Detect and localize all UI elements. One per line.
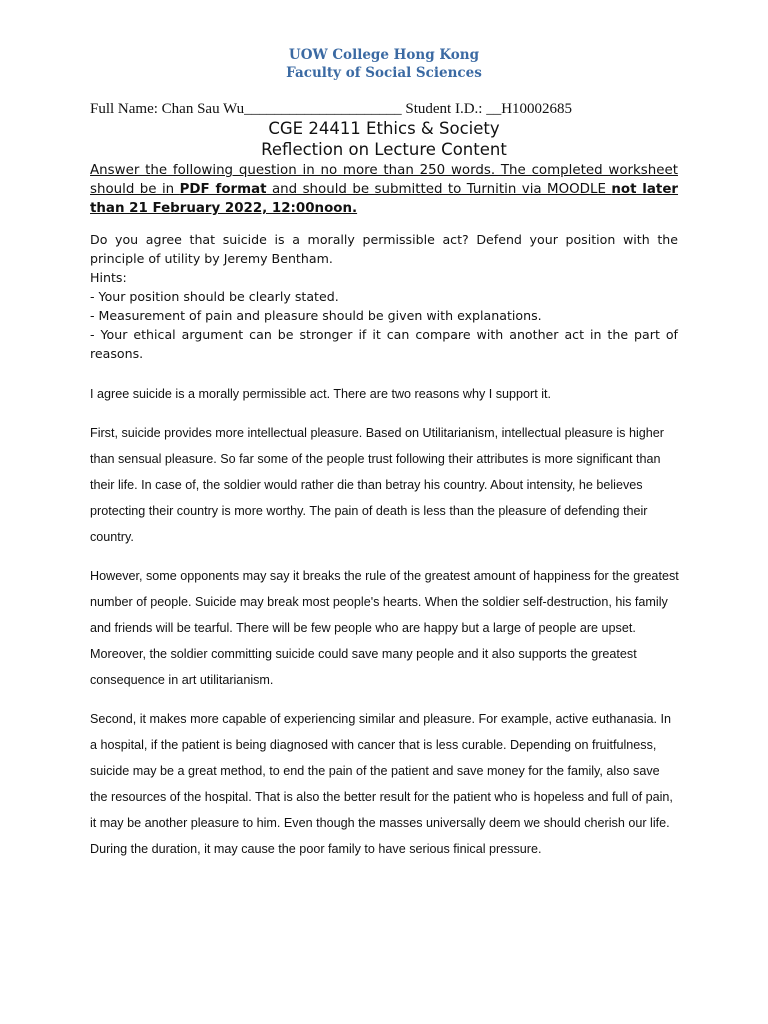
instructions-text-2: and should be submitted to Turnitin via MOODLE bbox=[266, 182, 612, 197]
student-info-line: Full Name: Chan Sau Wu_____________________ Student I.D.: __H10002685 bbox=[90, 101, 573, 117]
document-header bbox=[0, 46, 768, 82]
essay-paragraph: However, some opponents may say it breaks the rule of the greatest amount of happiness for the greatest number of people. Suicide may break most people's hearts. When the soldier self-destruction, his family and friends will be tearful. There will be few people who are happy but a large of people are upset. Moreover, the soldier committing suicide could save many people and it also supports the greatest consequence in art utilitarianism. bbox=[90, 569, 679, 687]
hints-label: Hints: bbox=[90, 270, 127, 285]
instructions-paragraph bbox=[90, 161, 678, 218]
faculty-name: Faculty of Social Sciences bbox=[286, 65, 482, 81]
question-prompt: Do you agree that suicide is a morally permissible act? Defend your position with the principle of utility by Jeremy Bentham. bbox=[90, 232, 678, 266]
essay-paragraph: First, suicide provides more intellectual pleasure. Based on Utilitarianism, intellectual pleasure is higher than sensual pleasure. So far some of the people trust following their attributes is more significant than their life. In case of, the soldier would rather die than betray his country. About intensity, he believes protecting their country is more worthy. The pain of death is less than the pleasure of defending their country. bbox=[90, 426, 664, 544]
essay-body bbox=[90, 381, 680, 875]
hint-item: - Your ethical argument can be stronger if it can compare with another act in the part of reasons. bbox=[90, 327, 678, 361]
course-subtitle: Reflection on Lecture Content bbox=[261, 140, 507, 159]
course-title: CGE 24411 Ethics & Society bbox=[268, 119, 500, 138]
pdf-format-emphasis: PDF format bbox=[179, 182, 267, 197]
institution-name: UOW College Hong Kong bbox=[288, 47, 480, 63]
hint-item: - Measurement of pain and pleasure should be given with explanations. bbox=[90, 308, 542, 323]
essay-paragraph: Second, it makes more capable of experiencing similar and pleasure. For example, active euthanasia. In a hospital, if the patient is being diagnosed with cancer that is less curable. Depending on fruitfulness, suicide may be a great method, to end the pain of the patient and save money for the family, also save the resources of the hospital. That is also the better result for the patient who is hopeless and full of pain, it may be another pleasure to him. Even though the masses universally deem we should cherish our life. During the duration, it may cause the poor family to have serious finical pressure. bbox=[90, 712, 673, 856]
deadline-emphasis: not later than 21 February 2022, 12:00noon. bbox=[90, 182, 679, 216]
hint-item: - Your position should be clearly stated. bbox=[90, 289, 339, 304]
instructions-text: Answer the following question in no more than 250 words. The completed worksheet should be in bbox=[90, 163, 678, 197]
course-heading bbox=[0, 118, 768, 160]
question-block bbox=[90, 230, 678, 363]
essay-paragraph: I agree suicide is a morally permissible act. There are two reasons why I support it. bbox=[90, 387, 552, 401]
